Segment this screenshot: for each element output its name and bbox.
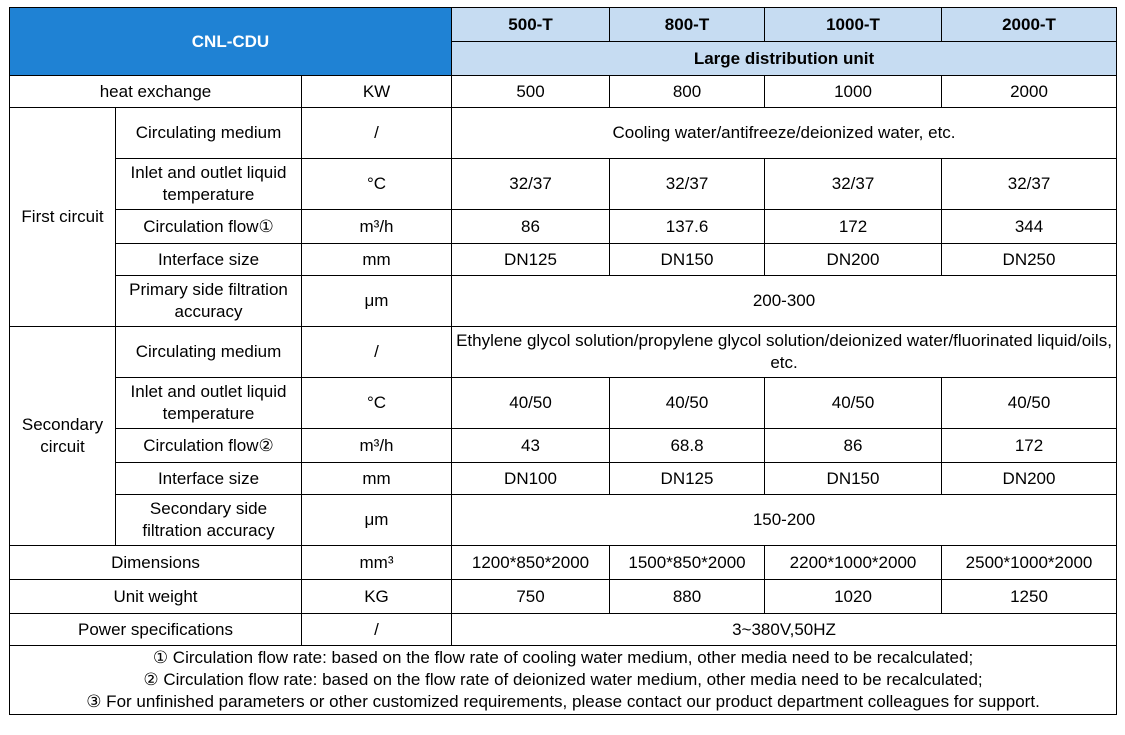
model-header: 500-T	[452, 8, 610, 42]
row-label: Interface size	[116, 244, 302, 276]
footnote: ② Circulation flow rate: based on the flow rate of deionized water medium, other media need to be recalculated;	[143, 670, 983, 689]
row-label: Unit weight	[10, 580, 302, 614]
row-unit: /	[302, 108, 452, 159]
row-label: Inlet and outlet liquid temperature	[116, 159, 302, 210]
row-unit: m³/h	[302, 429, 452, 463]
row-label: Inlet and outlet liquid temperature	[116, 378, 302, 429]
group-label: Secondary circuit	[10, 327, 116, 546]
spec-table	[9, 7, 1117, 715]
cell-value: 1500*850*2000	[610, 546, 765, 580]
cell-value: Ethylene glycol solution/propylene glycol solution/deionized water/fluorinated liquid/oils, etc.	[452, 327, 1117, 378]
table-row	[10, 614, 1117, 646]
table-row	[10, 429, 1117, 463]
table-row	[10, 76, 1117, 108]
cell-value: 3~380V,50HZ	[452, 614, 1117, 646]
cell-value: 2200*1000*2000	[765, 546, 942, 580]
cell-value: 32/37	[765, 159, 942, 210]
cell-value: 1250	[942, 580, 1117, 614]
cell-value: 1000	[765, 76, 942, 108]
cell-value: Cooling water/antifreeze/deionized water, etc.	[452, 108, 1117, 159]
cell-value: 86	[765, 429, 942, 463]
row-label: Dimensions	[10, 546, 302, 580]
cell-value: DN100	[452, 463, 610, 495]
cell-value: 750	[452, 580, 610, 614]
table-title: CNL-CDU	[10, 8, 452, 76]
cell-value: 32/37	[452, 159, 610, 210]
cell-value: DN125	[610, 463, 765, 495]
cell-value: 40/50	[765, 378, 942, 429]
row-unit: mm³	[302, 546, 452, 580]
table-row	[10, 378, 1117, 429]
table-row	[10, 546, 1117, 580]
row-unit: m³/h	[302, 210, 452, 244]
row-label: Circulating medium	[116, 108, 302, 159]
row-label: Interface size	[116, 463, 302, 495]
row-label: Circulation flow②	[116, 429, 302, 463]
cell-value: 137.6	[610, 210, 765, 244]
row-unit: KW	[302, 76, 452, 108]
row-unit: mm	[302, 244, 452, 276]
cell-value: DN150	[610, 244, 765, 276]
row-label: Circulation flow①	[116, 210, 302, 244]
row-unit: mm	[302, 463, 452, 495]
cell-value: 32/37	[942, 159, 1117, 210]
cell-value: 40/50	[452, 378, 610, 429]
cell-value: 344	[942, 210, 1117, 244]
row-unit: μm	[302, 495, 452, 546]
table-row	[10, 210, 1117, 244]
row-unit: °C	[302, 378, 452, 429]
cell-value: 40/50	[942, 378, 1117, 429]
row-label: heat exchange	[10, 76, 302, 108]
header-row	[10, 8, 1117, 42]
cell-value: 880	[610, 580, 765, 614]
row-label: Circulating medium	[116, 327, 302, 378]
cell-value: 32/37	[610, 159, 765, 210]
cell-value: 200-300	[452, 276, 1117, 327]
model-header: 2000-T	[942, 8, 1117, 42]
table-subtitle: Large distribution unit	[452, 42, 1117, 76]
table-row	[10, 580, 1117, 614]
cell-value: 500	[452, 76, 610, 108]
cell-value: DN150	[765, 463, 942, 495]
cell-value: 40/50	[610, 378, 765, 429]
cell-value: 1020	[765, 580, 942, 614]
row-label: Secondary side filtration accuracy	[116, 495, 302, 546]
cell-value: DN250	[942, 244, 1117, 276]
cell-value: 2500*1000*2000	[942, 546, 1117, 580]
table-row	[10, 276, 1117, 327]
model-header: 1000-T	[765, 8, 942, 42]
row-unit: /	[302, 614, 452, 646]
cell-value: 86	[452, 210, 610, 244]
cell-value: 68.8	[610, 429, 765, 463]
cell-value: 150-200	[452, 495, 1117, 546]
group-label: First circuit	[10, 108, 116, 327]
cell-value: DN200	[765, 244, 942, 276]
cell-value: 2000	[942, 76, 1117, 108]
cell-value: 800	[610, 76, 765, 108]
row-unit: /	[302, 327, 452, 378]
row-unit: KG	[302, 580, 452, 614]
table-row	[10, 327, 1117, 378]
table-row	[10, 159, 1117, 210]
row-unit: °C	[302, 159, 452, 210]
row-label: Power specifications	[10, 614, 302, 646]
footnote: ③ For unfinished parameters or other customized requirements, please contact our product department colleagues for support.	[86, 692, 1040, 711]
cell-value: 43	[452, 429, 610, 463]
table-row	[10, 244, 1117, 276]
table-row	[10, 463, 1117, 495]
cell-value: DN200	[942, 463, 1117, 495]
cell-value: 1200*850*2000	[452, 546, 610, 580]
notes-cell	[10, 646, 1117, 715]
footnote: ① Circulation flow rate: based on the flow rate of cooling water medium, other media need to be recalculated;	[152, 648, 974, 667]
row-label: Primary side filtration accuracy	[116, 276, 302, 327]
table-row	[10, 108, 1117, 159]
cell-value: 172	[942, 429, 1117, 463]
row-unit: μm	[302, 276, 452, 327]
table-row	[10, 495, 1117, 546]
cell-value: 172	[765, 210, 942, 244]
cell-value: DN125	[452, 244, 610, 276]
model-header: 800-T	[610, 8, 765, 42]
notes-row	[10, 646, 1117, 715]
